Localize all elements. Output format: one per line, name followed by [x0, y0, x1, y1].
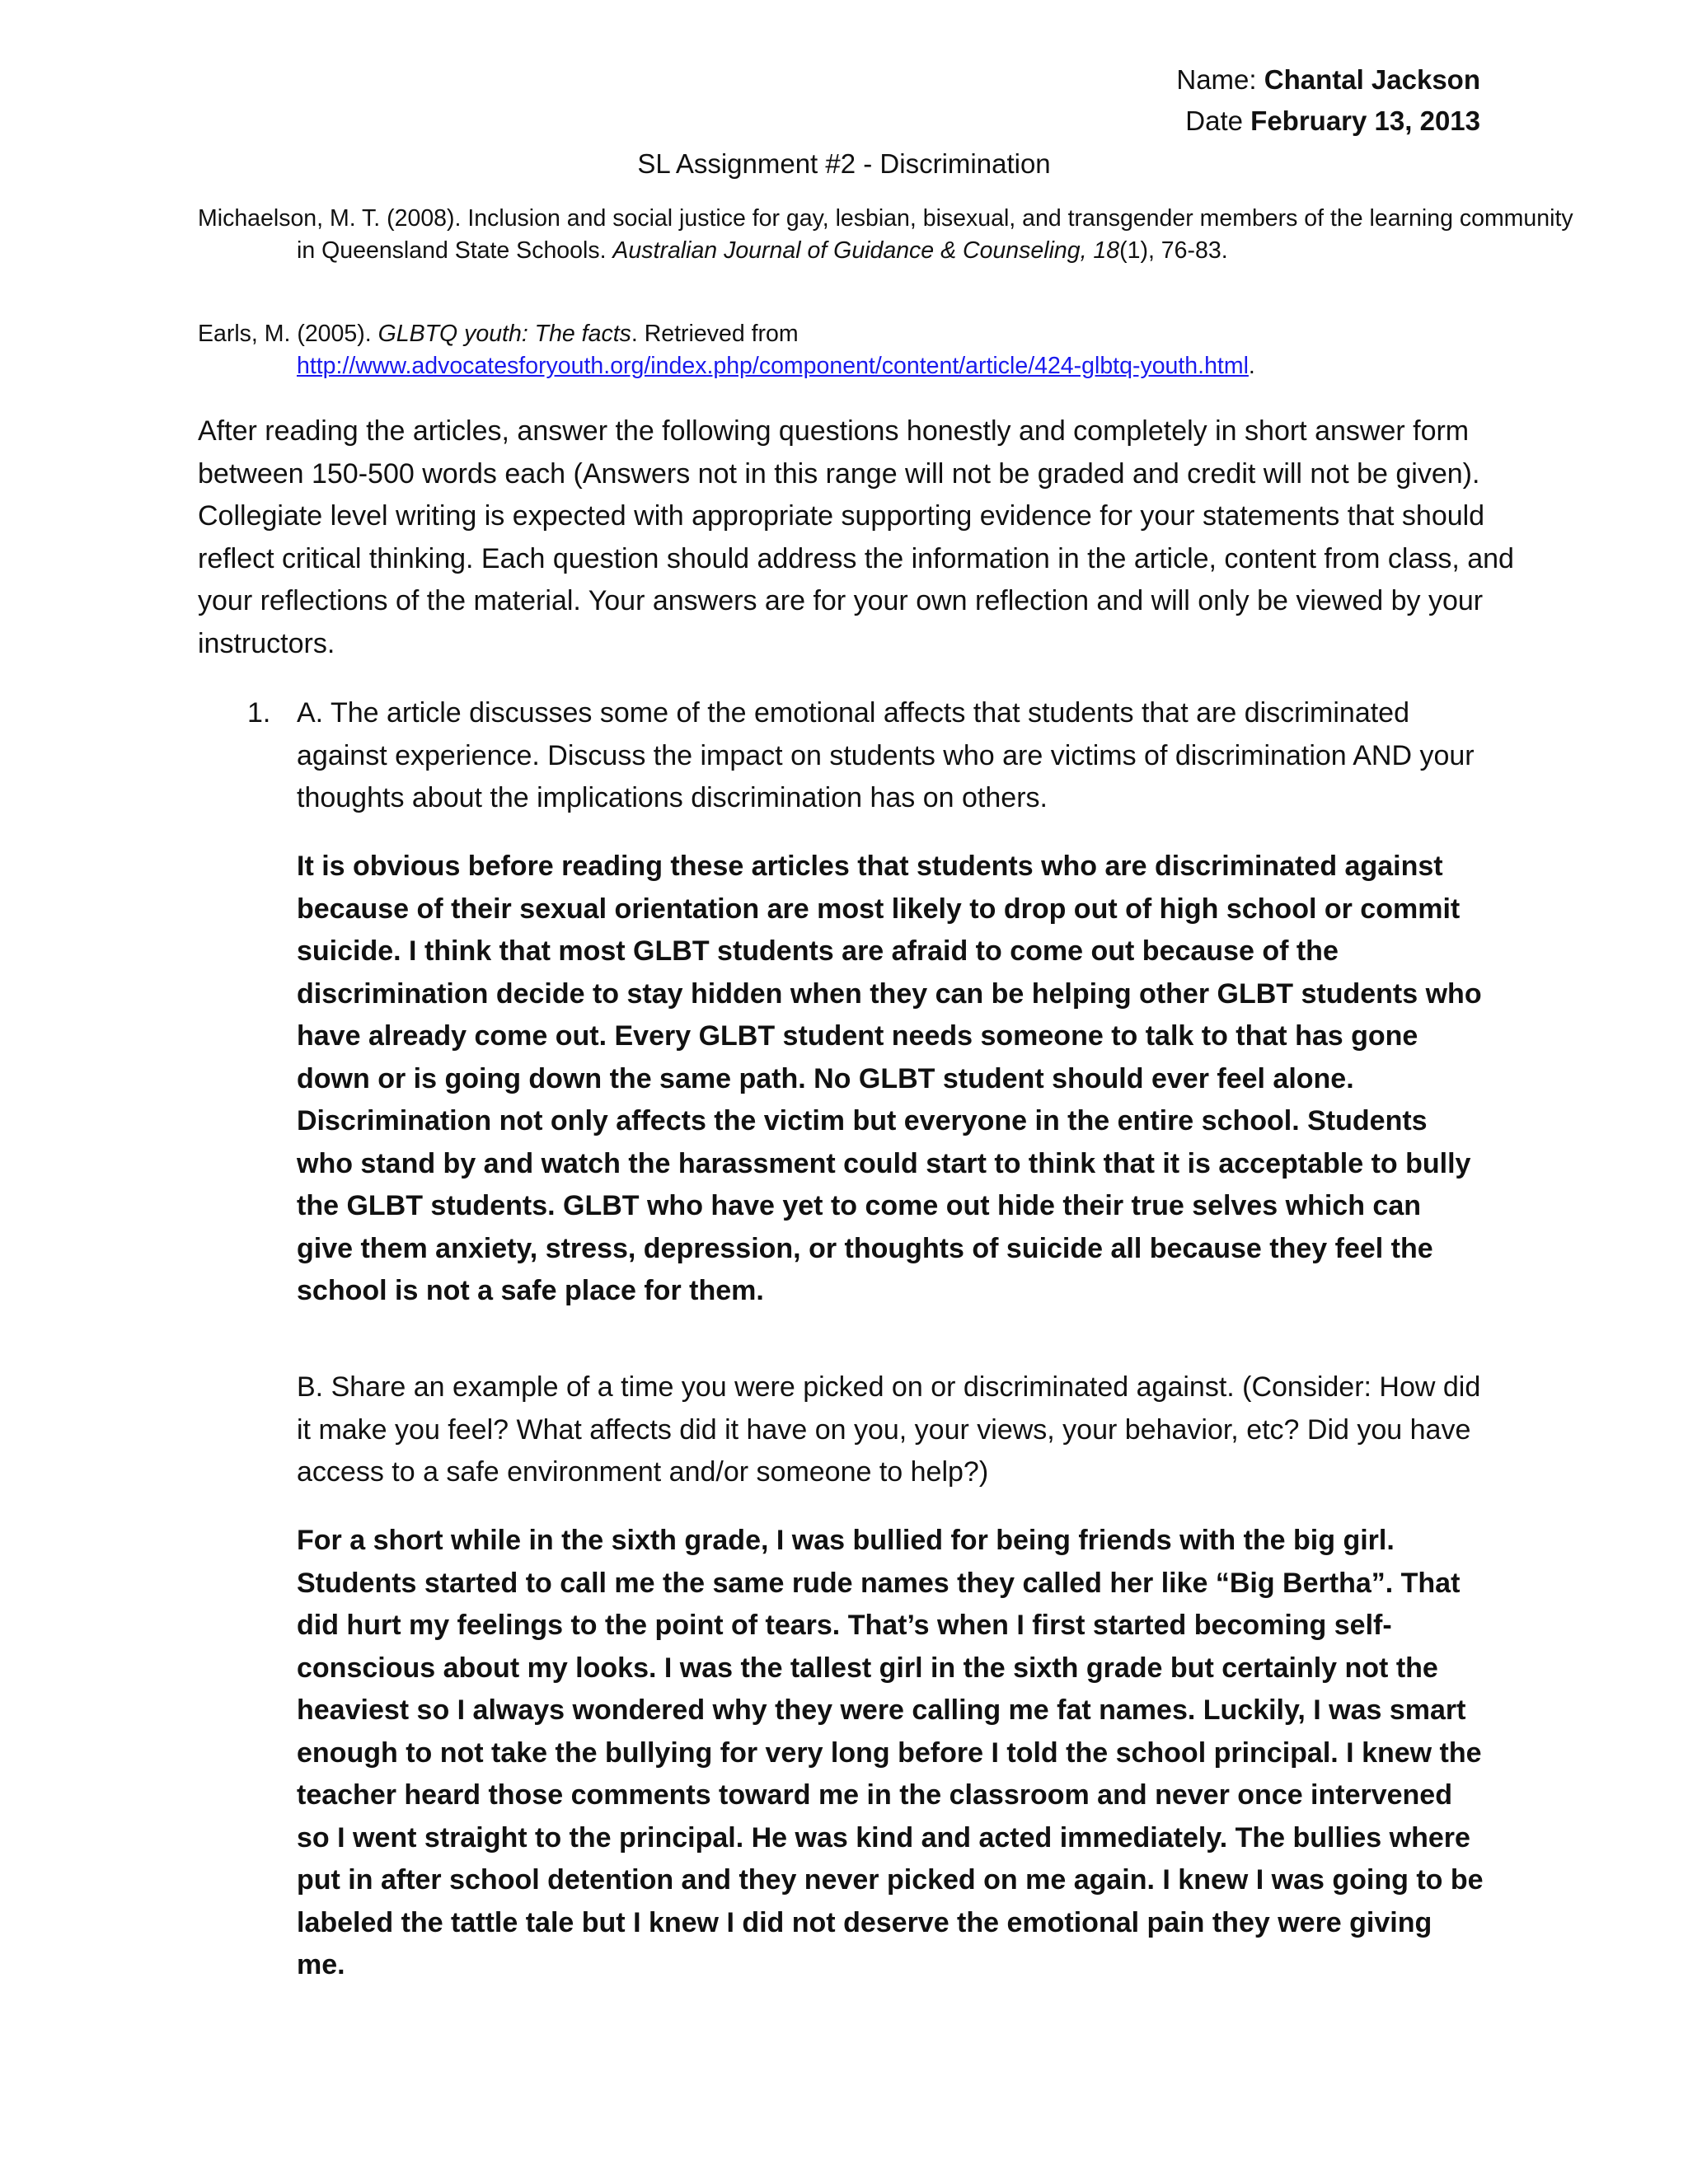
instructions-paragraph: After reading the articles, answer the following questions honestly and completely in short answer form between 150-500 words each (Answers not in this range will not be graded and credit will not be given). Collegiate level writing is expected with appropriate supporting evidence for your statements that should reflect critical thinking. Each question should address the information in the article, content from class, and your reflections of the material. Your answers are for your own reflection and will only be viewed by your instructors. [198, 415, 1514, 659]
reference-1-suffix: (1), 76-83. [1119, 237, 1228, 264]
question-1a-answer: It is obvious before reading these articles that students who are discriminated against because of their sexual orientation are most likely to drop out of high school or commit suicide. I think that most GLBT students are afraid to come out because of the discrimination decide to stay hidden when they can be helping other GLBT students who have already come out. Every GLBT student needs someone to talk to that has gone down or is going down the same path. No GLBT student should ever feel alone. Discrimination not only affects the victim but everyone in the entire school. Students who stand by and watch the harassment could start to think that it is acceptable to bully the GLBT students. GLBT who have yet to come out hide their true selves which can give them anxiety, stress, depression, or thoughts of suicide all because they feel the school is not a safe place for them. [297, 851, 1482, 1306]
name-label: Name: [1176, 64, 1257, 95]
reference-michaelson [198, 203, 1582, 267]
reference-2-prefix: Earls, M. (2005). [198, 321, 378, 347]
reference-2-title: GLBTQ youth: The facts [377, 321, 631, 347]
reference-2-middle: . Retrieved from [631, 321, 799, 347]
assignment-date: February 13, 2013 [1250, 105, 1480, 136]
reference-earls [198, 318, 1582, 382]
reference-2-url-link[interactable]: http://www.advocatesforyouth.org/index.php/component/content/article/424-glbtq-youth.html [297, 353, 1249, 379]
page-title: SL Assignment #2 - Discrimination [637, 148, 1051, 179]
student-name: Chantal Jackson [1264, 64, 1480, 95]
question-1b-prompt: B. Share an example of a time you were picked on or discriminated against. (Consider: How did it make you feel? What affects did it have on you, your views, your behavior, etc? Did you have access to a safe environment and/or someone to help?) [297, 1371, 1481, 1488]
question-1-number: 1. [247, 697, 271, 729]
question-1b-answer: For a short while in the sixth grade, I was bullied for being friends with the big girl. Students started to call me the same rude names they called her like “Big Bertha”. That did hurt my feelings to the point of tears. That’s when I first started becoming self-conscious about my looks. I was the tallest girl in the sixth grade but certainly not the heaviest so I always wondered why they were calling me fat names. Luckily, I was smart enough to not take the bullying for very long before I told the school principal. I knew the teacher heard those comments toward me in the classroom and never once intervened so I went straight to the principal. He was kind and acted immediately. The bullies where put in after school detention and they never picked on me again. I knew I was going to be labeled the tattle tale but I knew I did not deserve the emotional pain they were giving me. [297, 1525, 1484, 1980]
question-1a-prompt: A. The article discusses some of the emotional affects that students that are discriminated against experience. Discuss the impact on students who are victims of discrimination AND your thoughts about the implications discrimination has on others. [297, 697, 1475, 813]
name-line [1176, 59, 1480, 101]
reference-1-prefix: Michaelson, M. T. (2008). Inclusion and social justice for gay, lesbian, bisexual, and transgender members of the learning community in Queensland State Schools. [198, 205, 1573, 264]
date-line [1185, 101, 1480, 142]
reference-2-suffix: . [1248, 353, 1255, 379]
date-label: Date [1185, 105, 1243, 136]
reference-1-journal: Australian Journal of Guidance & Counseling, 18 [612, 237, 1120, 264]
